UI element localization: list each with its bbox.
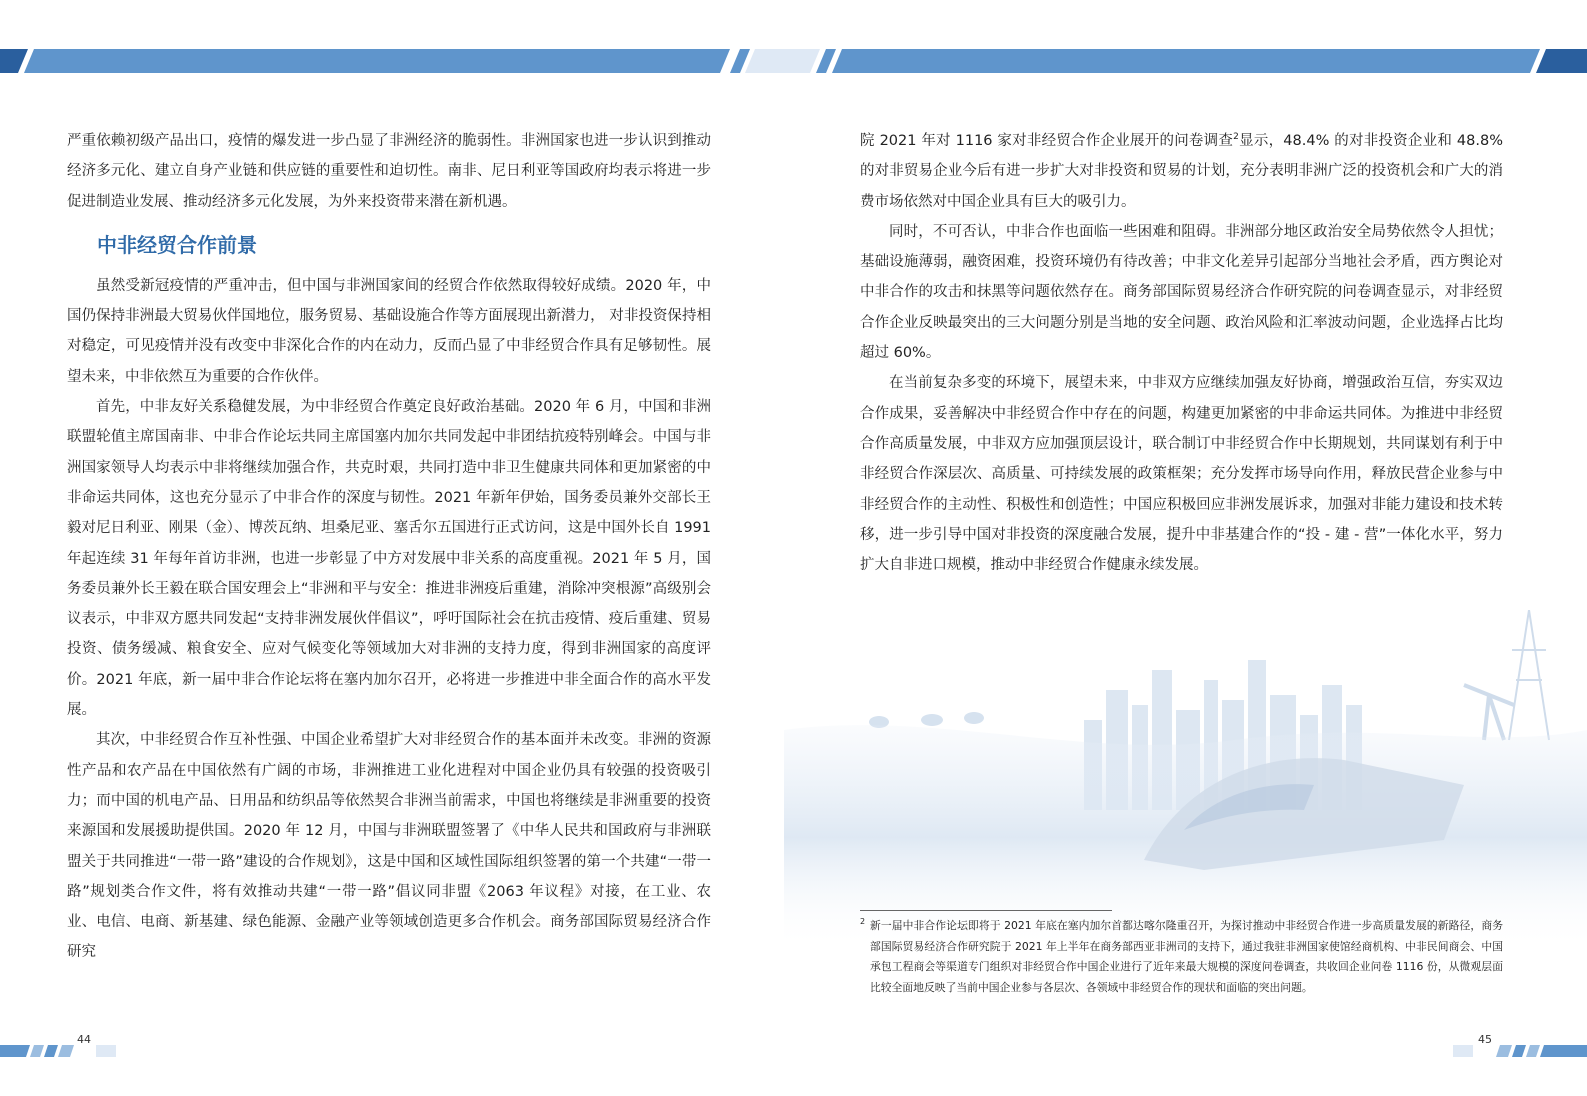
page-number-left: 44 [77,1033,91,1046]
footnote-text: 新一届中非合作论坛即将于 2021 年底在塞内加尔首都达喀尔隆重召开，为探讨推动中非经贸合作进一步高质量发展的新路径，商务部国际贸易经济合作研究院于 2021 年上半年在商务部西亚非洲司的支持下，通过我驻非洲国家使馆经商机构、中非民间商会、中国承包工程商会等渠道专门组织对非经贸合作中国企业进行了近年来最大规模的深度问卷调查，共收回企业问卷 1116 份，从微观层面比较全面地反映了当前中国企业参与各层次、各领域中非经贸合作的现状和面临的突出问题。 [870,919,1503,994]
left-paragraph-1: 严重依赖初级产品出口，疫情的爆发进一步凸显了非洲经济的脆弱性。非洲国家也进一步认识到推动经济多元化、建立自身产业链和供应链的重要性和迫切性。南非、尼日利亚等国政府均表示将进一步促进制造业发展、推动经济多元化发展，为外来投资带来潜在新机遇。 [67,133,711,210]
cityscape-illustration [784,610,1587,950]
right-paragraph-3: 在当前复杂多变的环境下，展望未来，中非双方应继续加强友好协商，增强政治互信，夯实双边合作成果，妥善解决中非经贸合作中存在的问题，构建更加紧密的中非命运共同体。为推进中非经贸合作高质量发展，中非双方应加强顶层设计，联合制订中非经贸合作中长期规划，共同谋划有利于中非经贸合作深层次、高质量、可持续发展的政策框架；充分发挥市场导向作用，释放民营企业参与中非经贸合作的主动性、积极性和创造性；中国应积极回应非洲发展诉求，加强对非能力建设和技术转移，进一步引导中国对非投资的深度融合发展，提升中非基建合作的“投 - 建 - 营”一体化水平，努力扩大自非进口规模，推动中非经贸合作健康永续发展。 [860,375,1503,574]
right-page-content [860,126,1503,580]
left-paragraph-3: 首先，中非友好关系稳健发展，为中非经贸合作奠定良好政治基础。2020 年 6 月，中国和非洲联盟轮值主席国南非、中非合作论坛共同主席国塞内加尔共同发起中非团结抗疫特别峰会。中国与非洲国家领导人均表示中非将继续加强合作，共克时艰，共同打造中非卫生健康共同体和更加紧密的中非命运共同体，这也充分显示了中非合作的深度与韧性。2021 年新年伊始，国务委员兼外交部长王毅对尼日利亚、刚果（金）、博茨瓦纳、坦桑尼亚、塞舌尔五国进行正式访问，这是中国外长自 1991 年起连续 31 年每年首访非洲，也进一步彰显了中方对发展中非关系的高度重视。2021 年 5 月，国务委员兼外长王毅在联合国安理会上“非洲和平与安全：推进非洲疫后重建，消除冲突根源”高级别会议表示，中非双方愿共同发起“支持非洲发展伙伴倡议”，呼吁国际社会在抗击疫情、疫后重建、贸易投资、债务缓减、粮食安全、应对气候变化等领域加大对非洲的支持力度，得到非洲国家的高度评价。2021 年底，新一届中非合作论坛将在塞内加尔召开，必将进一步推进中非全面合作的高水平发展。 [67,399,711,719]
footnote-reference: 2 [1233,132,1239,143]
bottom-decorative-band [0,1045,1587,1057]
right-paragraph-1-end: 显示，48.4% 的对非投资企业和 48.8% 的对非贸易企业今后有进一步扩大对非投资和贸易的计划，充分表明非洲广泛的投资机会和广大的消费市场依然对中国企业具有巨大的吸引力。 [860,133,1503,210]
right-paragraph-1 [860,126,1503,217]
left-paragraph-2: 虽然受新冠疫情的严重冲击，但中国与非洲国家间的经贸合作依然取得较好成绩。2020 年，中国仍保持非洲最大贸易伙伴国地位，服务贸易、基础设施合作等方面展现出新潜力， 对非投资保持相对稳定，可见疫情并没有改变中非深化合作的内在动力，反而凸显了中非经贸合作具有足够韧性。展望未来，中非依然互为重要的合作伙伴。 [67,277,711,385]
right-paragraph-2: 同时，不可否认，中非合作也面临一些困难和阻碍。非洲部分地区政治安全局势依然令人担忧；基础设施薄弱，融资困难，投资环境仍有待改善；中非文化差异引起部分当地社会矛盾，西方舆论对中非合作的攻击和抹黑等问题依然存在。商务部国际贸易经济合作研究院的问卷调查显示，对非经贸合作企业反映最突出的三大问题分别是当地的安全问题、政治风险和汇率波动问题，企业选择占比均超过 60%。 [860,223,1503,362]
top-decorative-band [0,49,1587,73]
right-paragraph-1-start: 院 2021 年对 1116 家对非经贸合作企业展开的问卷调查 [860,133,1234,149]
left-paragraph-4: 其次，中非经贸合作互补性强、中国企业希望扩大对非经贸合作的基本面并未改变。非洲的资源性产品和农产品在中国依然有广阔的市场，非洲推进工业化进程对中国企业仍具有较强的投资吸引力；而中国的机电产品、日用品和纺织品等依然契合非洲当前需求，中国也将继续是非洲重要的投资来源国和发展援助提供国。2020 年 12 月，中国与非洲联盟签署了《中华人民共和国政府与非洲联盟关于共同推进“一带一路”建设的合作规划》，这是中国和区域性国际组织签署的第一个共建“一带一路”规划类合作文件，将有效推动共建“一带一路”倡议同非盟《2063 年议程》对接，在工业、农业、电信、电商、新基建、绿色能源、金融产业等领域创造更多合作机会。商务部国际贸易经济合作研究 [67,732,711,961]
footnote-divider [860,910,1112,911]
footnote [860,916,1503,998]
page-number-right: 45 [1478,1033,1492,1046]
left-page-content [67,126,711,968]
footnote-number: 2 [860,917,866,926]
section-heading: 中非经贸合作前景 [97,232,257,257]
